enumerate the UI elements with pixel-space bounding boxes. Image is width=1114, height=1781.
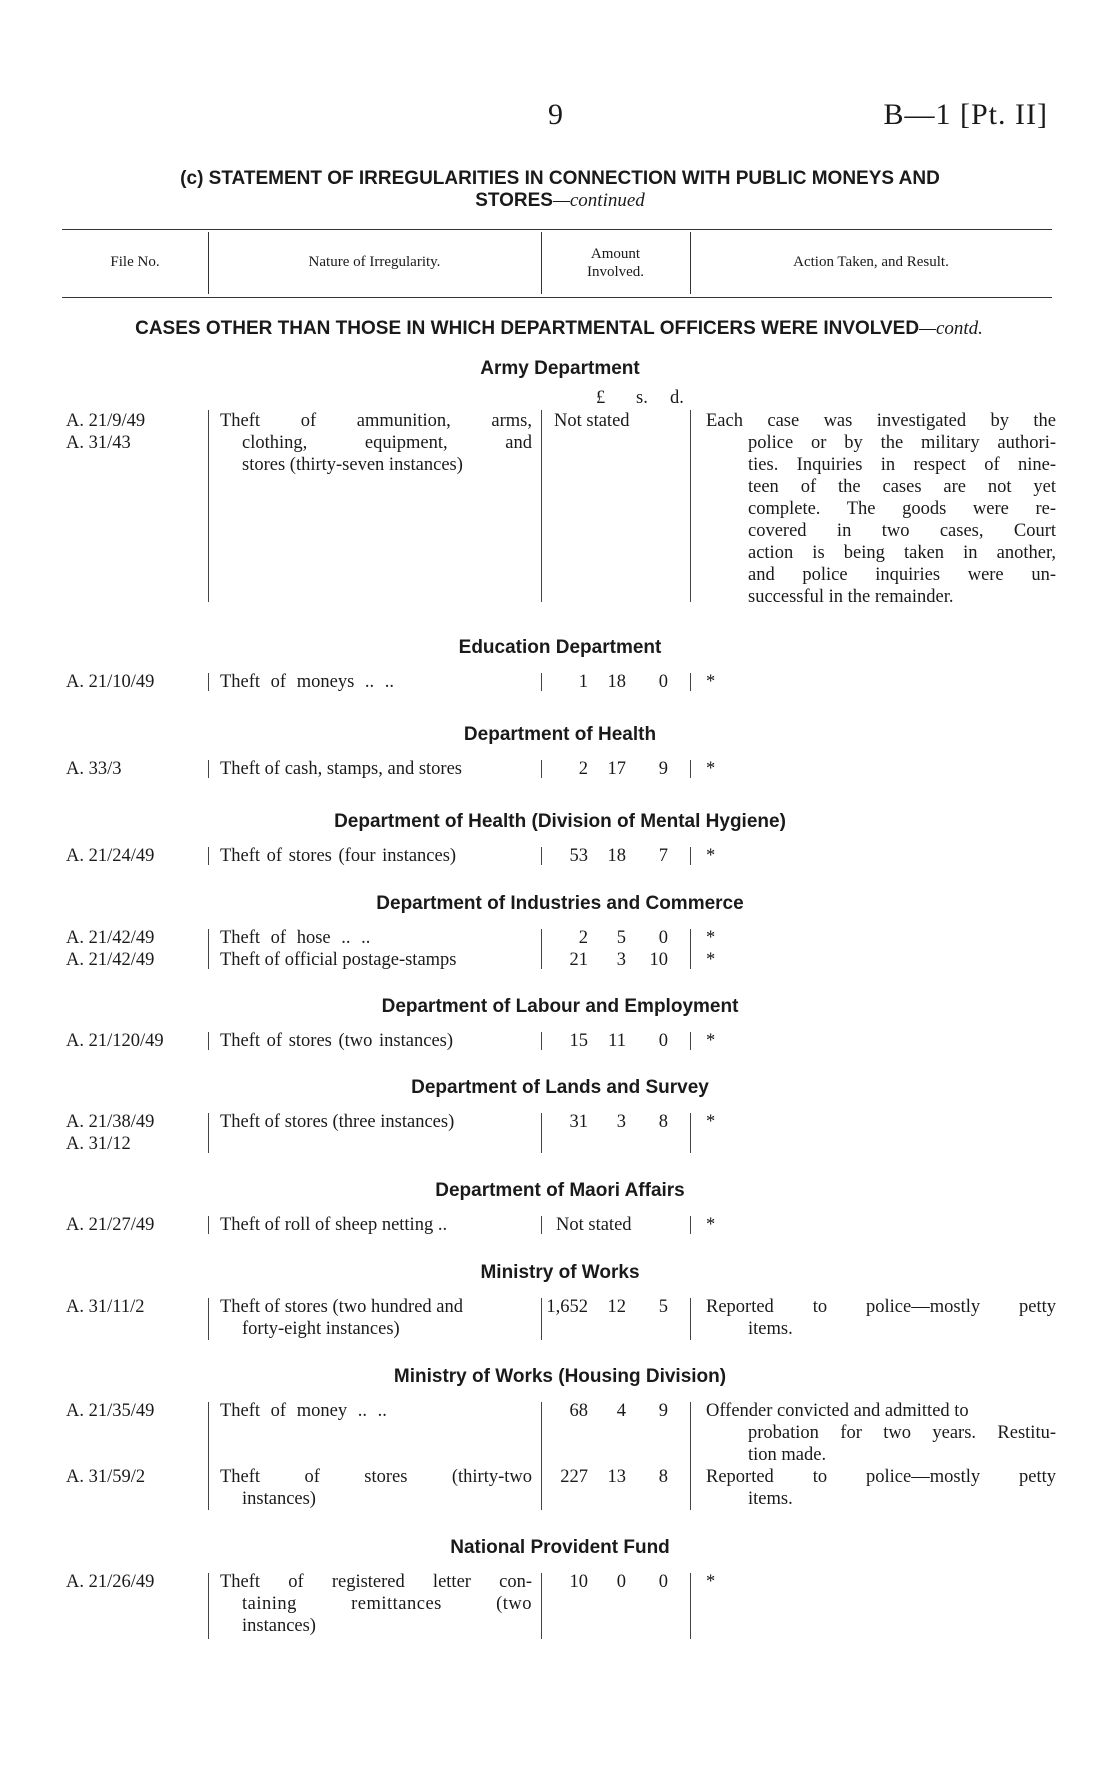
file-number: A. 21/35/49 bbox=[66, 1401, 155, 1421]
title-line-2 bbox=[60, 190, 1060, 212]
file-number: A. 31/43 bbox=[66, 433, 131, 453]
amount-shillings: 13 bbox=[607, 1467, 626, 1487]
amount-pence: 8 bbox=[658, 1467, 668, 1487]
column-rule bbox=[541, 847, 542, 865]
amount-shillings: 4 bbox=[616, 1401, 626, 1421]
amount-shillings: 3 bbox=[616, 950, 626, 970]
description-line: instances) bbox=[242, 1489, 316, 1509]
cases-heading-main: CASES OTHER THAN THOSE IN WHICH DEPARTMENTAL OFFICERS WERE INVOLVED bbox=[135, 318, 920, 339]
irregularity-description: Theft of cash, stamps, and stores bbox=[220, 759, 462, 779]
column-rule bbox=[690, 1402, 691, 1510]
amount-text: Not stated bbox=[554, 411, 630, 431]
amount-pence: 0 bbox=[658, 672, 668, 692]
amount-shillings: 12 bbox=[607, 1297, 626, 1317]
amount-pounds: 2 bbox=[578, 759, 588, 779]
column-rule bbox=[690, 1032, 691, 1050]
section-title: Department of Labour and Employment bbox=[381, 996, 739, 1017]
cases-heading bbox=[64, 318, 1054, 340]
amount-shillings: 3 bbox=[616, 1112, 626, 1132]
action-line: teen of the cases are not yet bbox=[748, 477, 1056, 497]
action-taken: * bbox=[706, 1031, 716, 1051]
action-line: successful in the remainder. bbox=[748, 587, 954, 607]
file-number: A. 33/3 bbox=[66, 759, 122, 779]
amount-pence: 5 bbox=[658, 1297, 668, 1317]
column-rule bbox=[690, 1298, 691, 1340]
irregularity-description bbox=[220, 1296, 532, 1340]
column-rule bbox=[541, 410, 542, 602]
file-number: A. 21/24/49 bbox=[66, 846, 155, 866]
shillings-heading: s. bbox=[636, 388, 648, 408]
amount-pence: 7 bbox=[658, 846, 668, 866]
action-taken: * bbox=[706, 1112, 716, 1132]
table-row bbox=[0, 1133, 1114, 1155]
description-line: stores (thirty-seven instances) bbox=[242, 455, 463, 475]
amount-pounds: 1 bbox=[578, 672, 588, 692]
amount-pounds: 227 bbox=[560, 1467, 588, 1487]
amount-shillings: 5 bbox=[616, 928, 626, 948]
document-reference: B—1 [Pt. II] bbox=[883, 98, 1048, 131]
amount-pounds: 21 bbox=[569, 950, 588, 970]
action-line: and police inquiries were un- bbox=[748, 565, 1056, 585]
column-rule bbox=[208, 1032, 209, 1050]
column-rule bbox=[541, 1573, 542, 1639]
column-rule bbox=[690, 847, 691, 865]
header-amount-line-1: Amount bbox=[590, 246, 641, 262]
column-rule bbox=[208, 760, 209, 778]
description-line: clothing, equipment, and bbox=[242, 433, 532, 453]
action-line: ties. Inquiries in respect of nine- bbox=[748, 455, 1056, 475]
amount-pounds: 68 bbox=[569, 1401, 588, 1421]
amount-pence: 0 bbox=[658, 928, 668, 948]
section-title: National Provident Fund bbox=[450, 1537, 670, 1558]
amount-pounds: 53 bbox=[569, 846, 588, 866]
irregularity-description: Theft of stores (four instances) bbox=[220, 846, 457, 866]
description-line: Theft of ammunition, arms, bbox=[220, 411, 532, 431]
title-line-2-italic: —continued bbox=[552, 190, 645, 211]
table-row bbox=[0, 949, 1114, 971]
title-line-2-main: STORES bbox=[475, 190, 553, 211]
column-rule bbox=[541, 1402, 542, 1510]
action-line: Reported to police—mostly petty bbox=[706, 1467, 1056, 1487]
irregularity-description: Theft of moneys .. .. bbox=[220, 672, 395, 692]
amount-shillings: 18 bbox=[607, 672, 626, 692]
description-line: instances) bbox=[242, 1616, 316, 1636]
file-number: A. 31/59/2 bbox=[66, 1467, 146, 1487]
column-rule bbox=[541, 673, 542, 691]
irregularity-description: Theft of roll of sheep netting .. bbox=[220, 1215, 448, 1235]
column-rule bbox=[208, 1402, 209, 1510]
title-line-1: (c) STATEMENT OF IRREGULARITIES IN CONNECTION WITH PUBLIC MONEYS AND bbox=[180, 168, 940, 189]
amount-pence: 0 bbox=[658, 1572, 668, 1592]
action-line: police or by the military authori- bbox=[748, 433, 1056, 453]
action-taken bbox=[706, 410, 1056, 608]
table-row bbox=[0, 1111, 1114, 1133]
column-rule bbox=[690, 410, 691, 602]
amount-pounds: 15 bbox=[569, 1031, 588, 1051]
header-nature: Nature of Irregularity. bbox=[308, 254, 441, 270]
description-line: Theft of stores (two hundred and bbox=[220, 1297, 464, 1317]
action-line: tion made. bbox=[748, 1445, 827, 1465]
file-number: A. 21/120/49 bbox=[66, 1031, 164, 1051]
column-rule bbox=[690, 1216, 691, 1234]
action-line: Each case was investigated by the bbox=[706, 411, 1056, 431]
column-rule bbox=[541, 760, 542, 778]
header-top-rule bbox=[62, 229, 1052, 230]
column-rule bbox=[690, 673, 691, 691]
amount-text: Not stated bbox=[556, 1215, 632, 1235]
action-taken: * bbox=[706, 928, 716, 948]
amount-pence: 0 bbox=[658, 1031, 668, 1051]
column-rule bbox=[208, 1216, 209, 1234]
action-line: complete. The goods were re- bbox=[748, 499, 1056, 519]
irregularity-description: Theft of official postage-stamps bbox=[220, 950, 457, 970]
table-row bbox=[0, 927, 1114, 949]
amount-pounds: 1,652 bbox=[546, 1297, 588, 1317]
amount-pence: 8 bbox=[658, 1112, 668, 1132]
description-line: forty-eight instances) bbox=[242, 1319, 400, 1339]
column-rule bbox=[690, 1573, 691, 1639]
action-taken bbox=[706, 1296, 1056, 1340]
action-taken: * bbox=[706, 846, 716, 866]
column-rule bbox=[208, 673, 209, 691]
action-taken bbox=[706, 1466, 1056, 1510]
irregularity-description bbox=[220, 1571, 532, 1637]
section-title: Ministry of Works bbox=[480, 1262, 640, 1283]
column-rule bbox=[208, 410, 209, 602]
action-taken: * bbox=[706, 1572, 716, 1592]
section-title: Department of Health (Division of Mental Hygiene) bbox=[334, 811, 786, 832]
file-number: A. 21/42/49 bbox=[66, 950, 155, 970]
section-title: Ministry of Works (Housing Division) bbox=[393, 1366, 727, 1387]
amount-shillings: 11 bbox=[608, 1031, 626, 1051]
column-rule bbox=[541, 1216, 542, 1234]
action-taken: * bbox=[706, 672, 716, 692]
action-line: Offender convicted and admitted to bbox=[706, 1401, 969, 1421]
section-title: Department of Health bbox=[463, 724, 657, 745]
header-file-no: File No. bbox=[110, 254, 160, 270]
pence-heading: d. bbox=[670, 388, 684, 408]
amount-shillings: 17 bbox=[607, 759, 626, 779]
action-taken: * bbox=[706, 1215, 716, 1235]
file-number: A. 31/11/2 bbox=[66, 1297, 145, 1317]
description-line: Theft of stores (thirty-two bbox=[220, 1467, 532, 1487]
column-rule bbox=[690, 760, 691, 778]
header-amount-line-2: Involved. bbox=[586, 264, 645, 280]
action-taken bbox=[706, 1400, 1056, 1466]
amount-pounds: 31 bbox=[569, 1112, 588, 1132]
action-line: items. bbox=[748, 1489, 793, 1509]
column-rule bbox=[541, 1032, 542, 1050]
amount-pence: 9 bbox=[658, 1401, 668, 1421]
file-number: A. 21/27/49 bbox=[66, 1215, 155, 1235]
irregularity-description: Theft of stores (two instances) bbox=[220, 1031, 454, 1051]
page-number: 9 bbox=[548, 98, 563, 131]
file-number: A. 21/26/49 bbox=[66, 1572, 155, 1592]
section-title: Department of Maori Affairs bbox=[435, 1180, 685, 1201]
column-rule bbox=[541, 1298, 542, 1340]
header-action: Action Taken, and Result. bbox=[793, 254, 949, 270]
description-line: Theft of registered letter con- bbox=[220, 1572, 532, 1592]
cases-heading-italic: —contd. bbox=[919, 318, 983, 339]
header-amount bbox=[541, 245, 690, 281]
irregularity-description: Theft of hose .. .. bbox=[220, 928, 371, 948]
amount-pence: 10 bbox=[649, 950, 668, 970]
action-line: probation for two years. Restitu- bbox=[748, 1423, 1056, 1443]
amount-pence: 9 bbox=[658, 759, 668, 779]
action-taken: * bbox=[706, 759, 716, 779]
action-line: Reported to police—mostly petty bbox=[706, 1297, 1056, 1317]
description-line: taining remittances (two bbox=[242, 1594, 532, 1614]
irregularity-description bbox=[220, 1466, 532, 1510]
file-number: A. 31/12 bbox=[66, 1134, 131, 1154]
pounds-heading: £ bbox=[596, 388, 606, 408]
header-bottom-rule bbox=[62, 297, 1052, 298]
irregularity-description: Theft of money .. .. bbox=[220, 1401, 387, 1421]
file-number: A. 21/42/49 bbox=[66, 928, 155, 948]
column-rule bbox=[208, 1573, 209, 1639]
action-taken: * bbox=[706, 950, 716, 970]
section-title: Army Department bbox=[480, 358, 640, 379]
section-title: Education Department bbox=[458, 637, 662, 658]
action-line: covered in two cases, Court bbox=[748, 521, 1056, 541]
file-number: A. 21/10/49 bbox=[66, 672, 155, 692]
column-rule bbox=[208, 847, 209, 865]
action-line: action is being taken in another, bbox=[748, 543, 1056, 563]
action-line: items. bbox=[748, 1319, 793, 1339]
file-number: A. 21/9/49 bbox=[66, 411, 146, 431]
amount-pounds: 2 bbox=[578, 928, 588, 948]
section-title: Department of Industries and Commerce bbox=[376, 893, 744, 914]
statement-title bbox=[60, 168, 1060, 212]
file-number: A. 21/38/49 bbox=[66, 1112, 155, 1132]
irregularity-description: Theft of stores (three instances) bbox=[220, 1112, 455, 1132]
amount-shillings: 18 bbox=[607, 846, 626, 866]
irregularity-description bbox=[220, 410, 532, 476]
column-rule bbox=[208, 1298, 209, 1340]
amount-pounds: 10 bbox=[569, 1572, 588, 1592]
section-title: Department of Lands and Survey bbox=[411, 1077, 709, 1098]
amount-shillings: 0 bbox=[616, 1572, 626, 1592]
